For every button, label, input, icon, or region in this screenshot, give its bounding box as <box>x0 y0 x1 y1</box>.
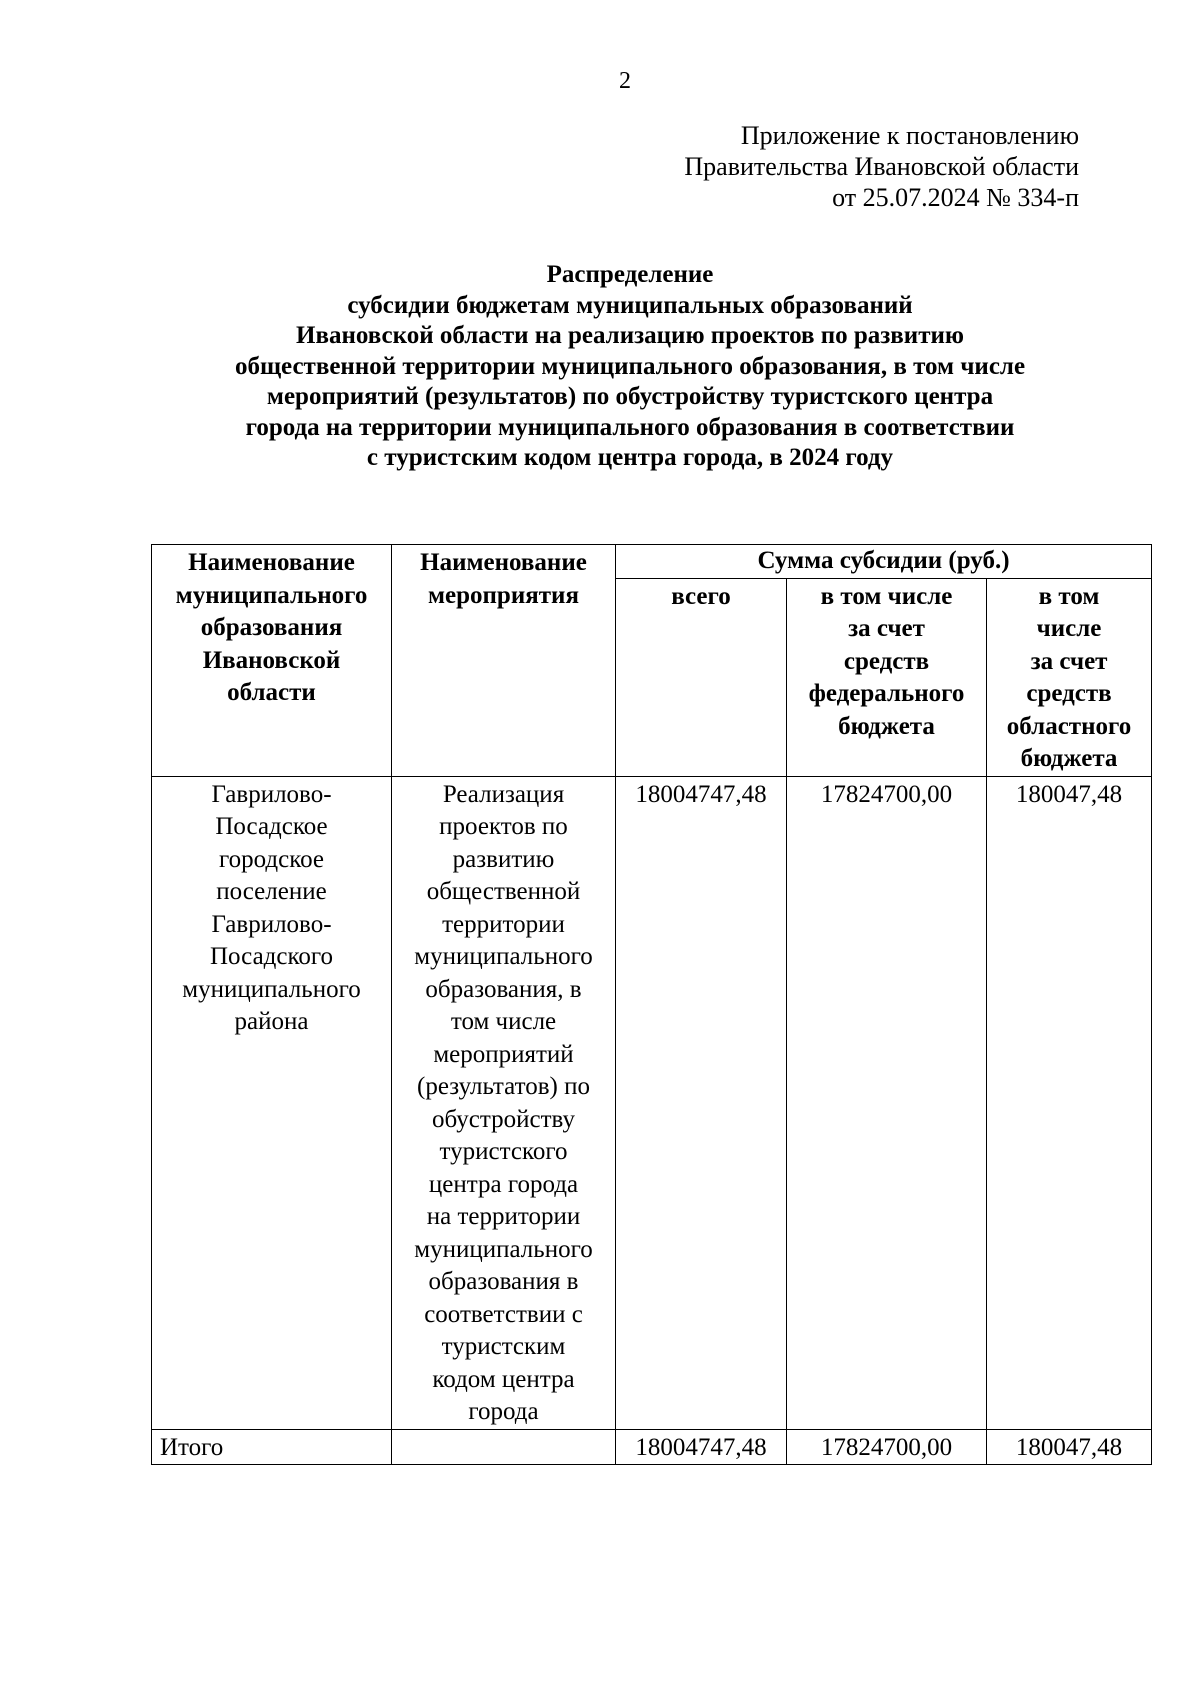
cell-text-line: Гаврилово- <box>211 910 332 938</box>
header-total <box>616 578 787 776</box>
title-line: мероприятий (результатов) по обустройству туристского центра <box>266 383 994 410</box>
cell-text-line: бюджета <box>838 712 935 740</box>
cell-municipality <box>152 776 392 1429</box>
appendix-line: от 25.07.2024 № 334-п <box>832 183 1079 212</box>
totals-regional: 180047,48 <box>987 1429 1152 1465</box>
cell-text-line: областного <box>1006 712 1132 740</box>
cell-text-line: бюджета <box>1020 745 1118 772</box>
appendix-line: Приложение к постановлению <box>740 121 1079 150</box>
cell-federal: 17824700,00 <box>787 776 987 1429</box>
cell-text-line: проектов по <box>439 813 568 840</box>
cell-text-line: всего <box>671 582 731 610</box>
cell-text-line: том числе <box>450 1008 557 1035</box>
header-regional <box>987 578 1152 776</box>
cell-text-line: городское <box>218 845 324 873</box>
cell-text-line: образования в <box>428 1268 579 1295</box>
table-header-row <box>152 545 1152 579</box>
title-line: с туристским кодом центра города, в 2024 году <box>366 444 894 471</box>
cell-text-line: Гаврилово- <box>211 780 332 808</box>
cell-text-line: Ивановской <box>202 646 341 674</box>
cell-text-line: федерального <box>808 680 965 707</box>
totals-federal: 17824700,00 <box>787 1429 987 1465</box>
totals-label: Итого <box>152 1429 392 1465</box>
title-line: общественной территории муниципального образования, в том числе <box>234 352 1026 380</box>
cell-text-line: (результатов) по <box>417 1073 590 1100</box>
cell-text-line: в том <box>1038 582 1100 610</box>
cell-text-line: поселение <box>216 878 327 905</box>
cell-text-line: Наименование <box>420 549 587 576</box>
cell-text-line: образования, в <box>425 975 582 1003</box>
cell-text-line: за счет <box>1030 647 1108 675</box>
totals-total: 18004747,48 <box>616 1429 787 1465</box>
page-number: 2 <box>619 68 631 94</box>
cell-text-line: муниципального <box>182 975 361 1003</box>
cell-text-line: соответствии с <box>424 1300 583 1328</box>
cell-text-line: средств <box>1026 680 1112 707</box>
cell-text-line: туристского <box>439 1138 568 1165</box>
cell-text-line: общественной <box>426 878 581 905</box>
cell-text-line: Реализация <box>442 780 565 808</box>
cell-text-line: мероприятия <box>428 581 579 609</box>
table-row <box>152 776 1152 1429</box>
cell-text-line: территории <box>442 910 565 938</box>
cell-text-line: развитию <box>452 845 555 873</box>
cell-text-line: города <box>468 1398 539 1425</box>
cell-text-line: средств <box>843 647 930 675</box>
cell-text-line: центра города <box>428 1170 579 1198</box>
cell-total: 18004747,48 <box>616 776 787 1429</box>
cell-text-line: Посадского <box>210 943 333 970</box>
totals-event <box>392 1429 616 1465</box>
cell-text-line: муниципального <box>414 1235 593 1263</box>
appendix-line: Правительства Ивановской области <box>684 152 1079 181</box>
cell-text-line: Наименование <box>188 549 355 576</box>
cell-text-line: за счет <box>848 615 925 642</box>
cell-text-line: туристским <box>441 1333 566 1360</box>
cell-text-line: числе <box>1036 615 1102 642</box>
cell-text-line: в том числе <box>820 582 953 610</box>
cell-text-line: на территории <box>426 1203 581 1230</box>
cell-text-line: муниципального <box>414 943 593 970</box>
document-title <box>140 260 1120 474</box>
header-federal <box>787 578 987 776</box>
cell-text-line: образования <box>200 614 343 641</box>
title-line: города на территории муниципального образования в соответствии <box>245 413 1015 441</box>
cell-text-line: обустройству <box>432 1105 575 1133</box>
header-subsidy-amount: Сумма субсидии (руб.) <box>616 545 1152 579</box>
cell-event <box>392 776 616 1429</box>
title-line: Ивановской области на реализацию проектов по развитию <box>296 322 964 349</box>
header-municipality <box>152 545 392 777</box>
title-line: субсидии бюджетам муниципальных образований <box>347 291 913 319</box>
cell-text-line: области <box>227 679 316 706</box>
totals-row <box>152 1429 1152 1465</box>
appendix-header <box>684 120 1079 213</box>
cell-regional: 180047,48 <box>987 776 1152 1429</box>
cell-text-line: муниципального <box>175 581 368 609</box>
cell-text-line: Посадское <box>215 813 328 840</box>
cell-text-line: мероприятий <box>433 1040 574 1068</box>
subsidy-table <box>151 544 1152 1465</box>
title-line: Распределение <box>546 261 714 288</box>
header-event <box>392 545 616 777</box>
cell-text-line: района <box>234 1008 309 1035</box>
cell-text-line: кодом центра <box>432 1365 575 1393</box>
